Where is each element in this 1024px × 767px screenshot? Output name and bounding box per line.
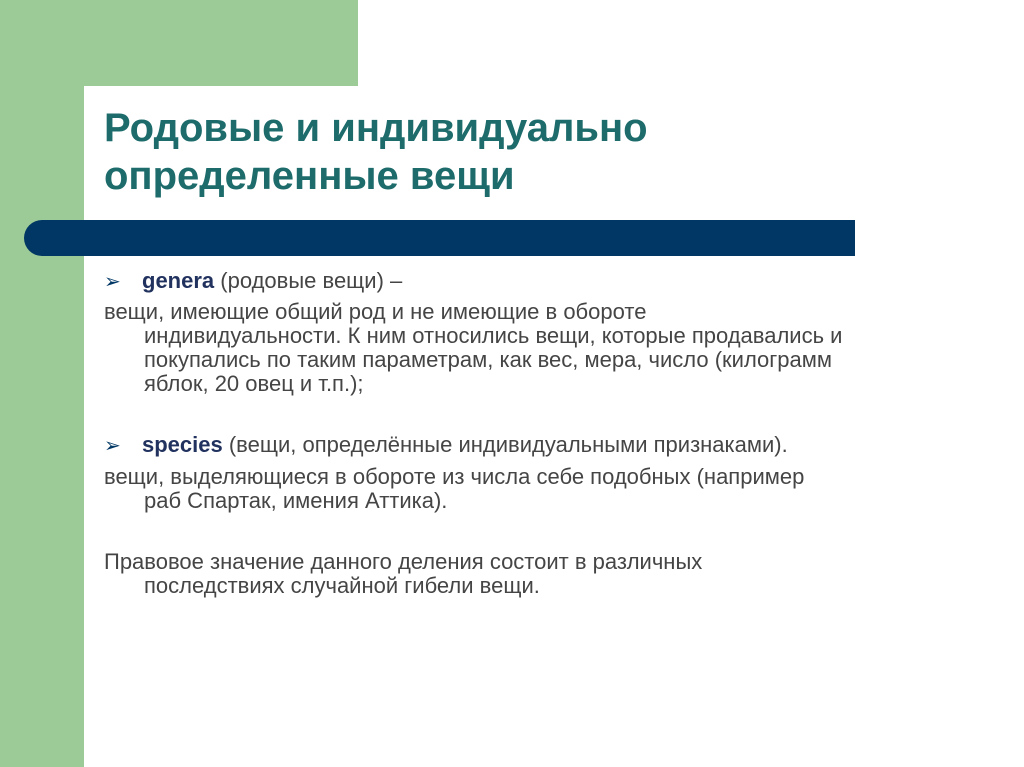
description-line: раб Спартак, имения Аттика). [144, 488, 448, 513]
genera-description [104, 300, 984, 396]
arrow-bullet-icon: ➢ [104, 435, 121, 457]
term-species-gloss: (вещи, определённые индивидуальными признаками). [222, 432, 788, 457]
slide-title-line: Родовые и индивидуально [104, 106, 648, 150]
term-genera: genera [142, 268, 215, 293]
conclusion-line: Правовое значение данного деления состоит в различных [104, 549, 703, 574]
arrow-bullet-icon: ➢ [104, 271, 121, 293]
conclusion-line: последствиях случайной гибели вещи. [144, 573, 540, 598]
bullet-species [104, 432, 788, 459]
species-description [104, 465, 984, 513]
description-line: яблок, 20 овец и т.п.); [144, 371, 364, 396]
description-line: вещи, выделяющиеся в обороте из числа себе подобных (например [104, 464, 805, 489]
description-line: индивидуальности. К ним относились вещи, которые продавались и [144, 323, 843, 348]
bullet-genera [104, 268, 402, 295]
description-line: вещи, имеющие общий род и не имеющие в обороте [104, 299, 647, 324]
slide-title-line: определенные вещи [104, 154, 515, 198]
conclusion-paragraph [104, 550, 984, 598]
term-genera-gloss: (родовые вещи) – [214, 268, 403, 293]
description-line: покупались по таким параметрам, как вес, мера, число (килограмм [144, 347, 833, 372]
term-species: species [142, 432, 223, 457]
